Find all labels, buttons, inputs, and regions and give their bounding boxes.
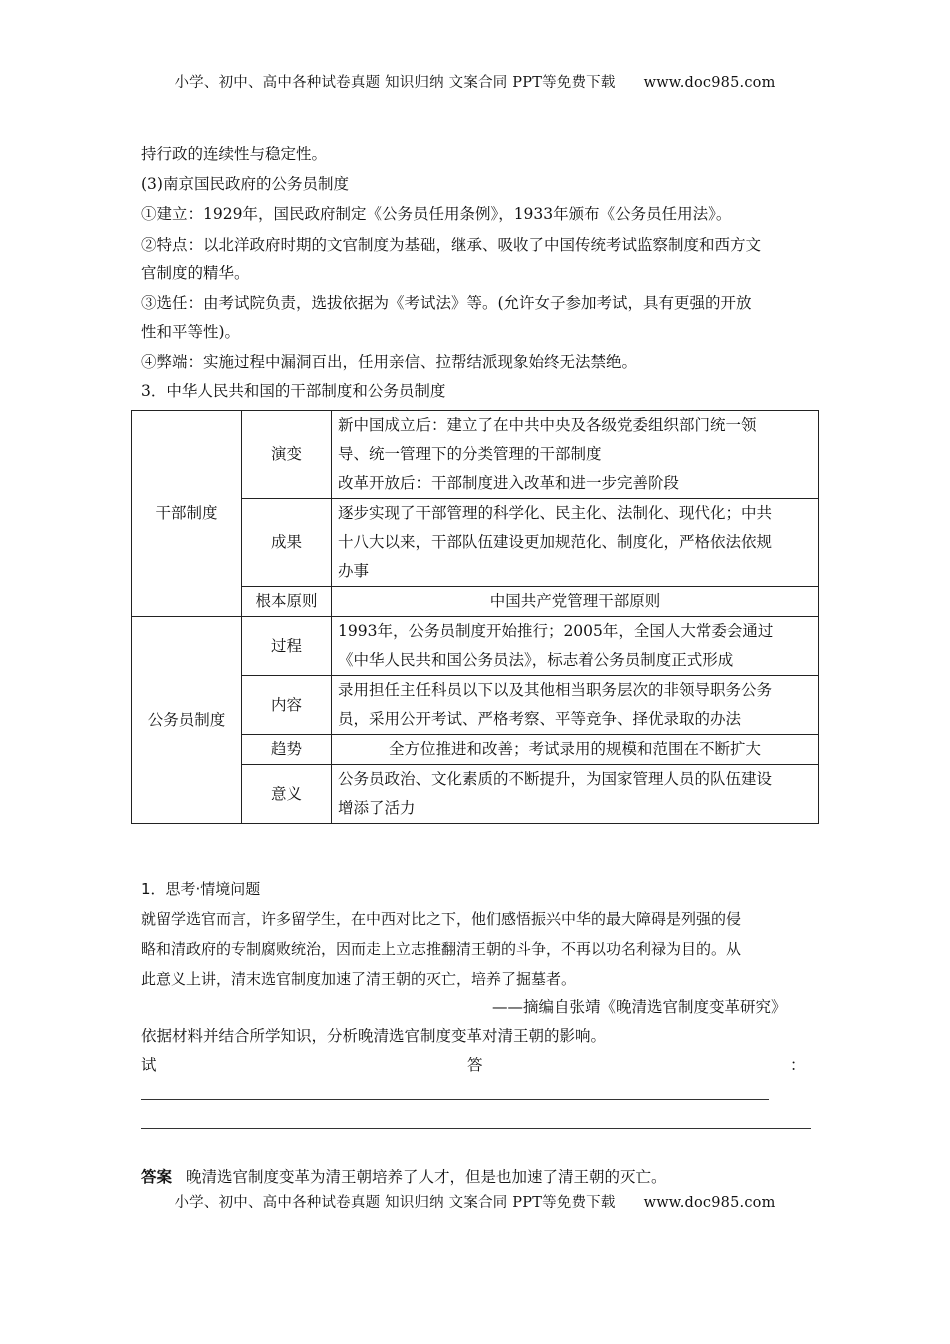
answer-label: 答案 <box>141 1167 173 1186</box>
body-line: 官制度的精华。 <box>141 264 250 282</box>
row-content: 公务员政治、文化素质的不断提升，为国家管理人员的队伍建设 增添了活力 <box>332 765 819 824</box>
section-heading: (3)南京国民政府的公务员制度 <box>141 175 349 193</box>
material-line: 略和清政府的专制腐败统治，因而走上立志推翻清王朝的斗争，不再以功名利禄为目的。从 <box>141 940 742 958</box>
body-line: ②特点：以北洋政府时期的文官制度为基础，继承、吸收了中国传统考试监察制度和西方文 <box>141 236 762 254</box>
table-row <box>132 617 819 676</box>
body-line: ③选任：由考试院负责，选拔依据为《考试法》等。(允许女子参加考试，具有更强的开放 <box>141 294 752 312</box>
row-label: 意义 <box>242 765 332 824</box>
page-footer <box>0 1191 950 1212</box>
body-line: ④弊端：实施过程中漏洞百出，任用亲信、拉帮结派现象始终无法禁绝。 <box>141 353 638 371</box>
footer-text: 小学、初中、高中各种试卷真题 知识归纳 文案合同 PPT等免费下载 <box>174 1195 616 1211</box>
material-line: 此意义上讲，清末选官制度加速了清王朝的灭亡，培养了掘墓者。 <box>141 970 577 988</box>
footer-url: www.doc985.com <box>643 1195 776 1211</box>
row-content: 新中国成立后：建立了在中共中央及各级党委组织部门统一领 导、统一管理下的分类管理的干部制度 改革开放后：干部制度进入改革和进一步完善阶段 <box>332 411 819 499</box>
material-line: 就留学选官而言，许多留学生，在中西对比之下，他们感悟振兴中华的最大障碍是列强的侵 <box>141 910 742 928</box>
row-content: 逐步实现了干部管理的科学化、民主化、法制化、现代化；中共 十八大以来，干部队伍建设更加规范化、制度化，严格依法依规 办事 <box>332 499 819 587</box>
answer-label-char: 试 <box>141 1056 157 1074</box>
system-table <box>131 410 819 824</box>
header-url: www.doc985.com <box>643 75 776 91</box>
answer-line <box>141 1128 811 1129</box>
table-row <box>132 411 819 499</box>
row-content: 中国共产党管理干部原则 <box>332 587 819 617</box>
section-heading: 3．中华人民共和国的干部制度和公务员制度 <box>141 382 446 400</box>
row-content: 1993年，公务员制度开始推行；2005年，全国人大常委会通过 《中华人民共和国公务员法》，标志着公务员制度正式形成 <box>332 617 819 676</box>
row-content: 录用担任主任科员以下以及其他相当职务层次的非领导职务公务 员，采用公开考试、严格考察、平等竞争、择优录取的办法 <box>332 676 819 735</box>
row-label: 成果 <box>242 499 332 587</box>
header-text: 小学、初中、高中各种试卷真题 知识归纳 文案合同 PPT等免费下载 <box>174 75 616 91</box>
group-cell: 公务员制度 <box>132 617 242 824</box>
body-line: 性和平等性)。 <box>141 323 241 341</box>
row-label: 内容 <box>242 676 332 735</box>
row-label: 过程 <box>242 617 332 676</box>
row-label: 根本原则 <box>242 587 332 617</box>
body-line: ①建立：1929年，国民政府制定《公务员任用条例》，1933年颁布《公务员任用法》。 <box>141 205 732 223</box>
row-label: 趋势 <box>242 735 332 765</box>
answer-label-char: 答 <box>467 1056 483 1074</box>
material-source: ——摘编自张靖《晚清选官制度变革研究》 <box>492 998 787 1016</box>
answer-label-char: ： <box>790 1056 806 1074</box>
answer-text: 晚清选官制度变革为清王朝培养了人才，但是也加速了清王朝的灭亡。 <box>186 1168 667 1186</box>
question-title: 1．思考·情境问题 <box>141 880 261 898</box>
body-line: 持行政的连续性与稳定性。 <box>141 145 328 163</box>
row-label: 演变 <box>242 411 332 499</box>
row-content: 全方位推进和改善；考试录用的规模和范围在不断扩大 <box>332 735 819 765</box>
question-prompt: 依据材料并结合所学知识，分析晚清选官制度变革对清王朝的影响。 <box>141 1027 607 1045</box>
answer-line <box>141 1099 769 1100</box>
group-cell: 干部制度 <box>132 411 242 617</box>
answer-block <box>141 1167 667 1187</box>
page-header <box>0 71 950 92</box>
